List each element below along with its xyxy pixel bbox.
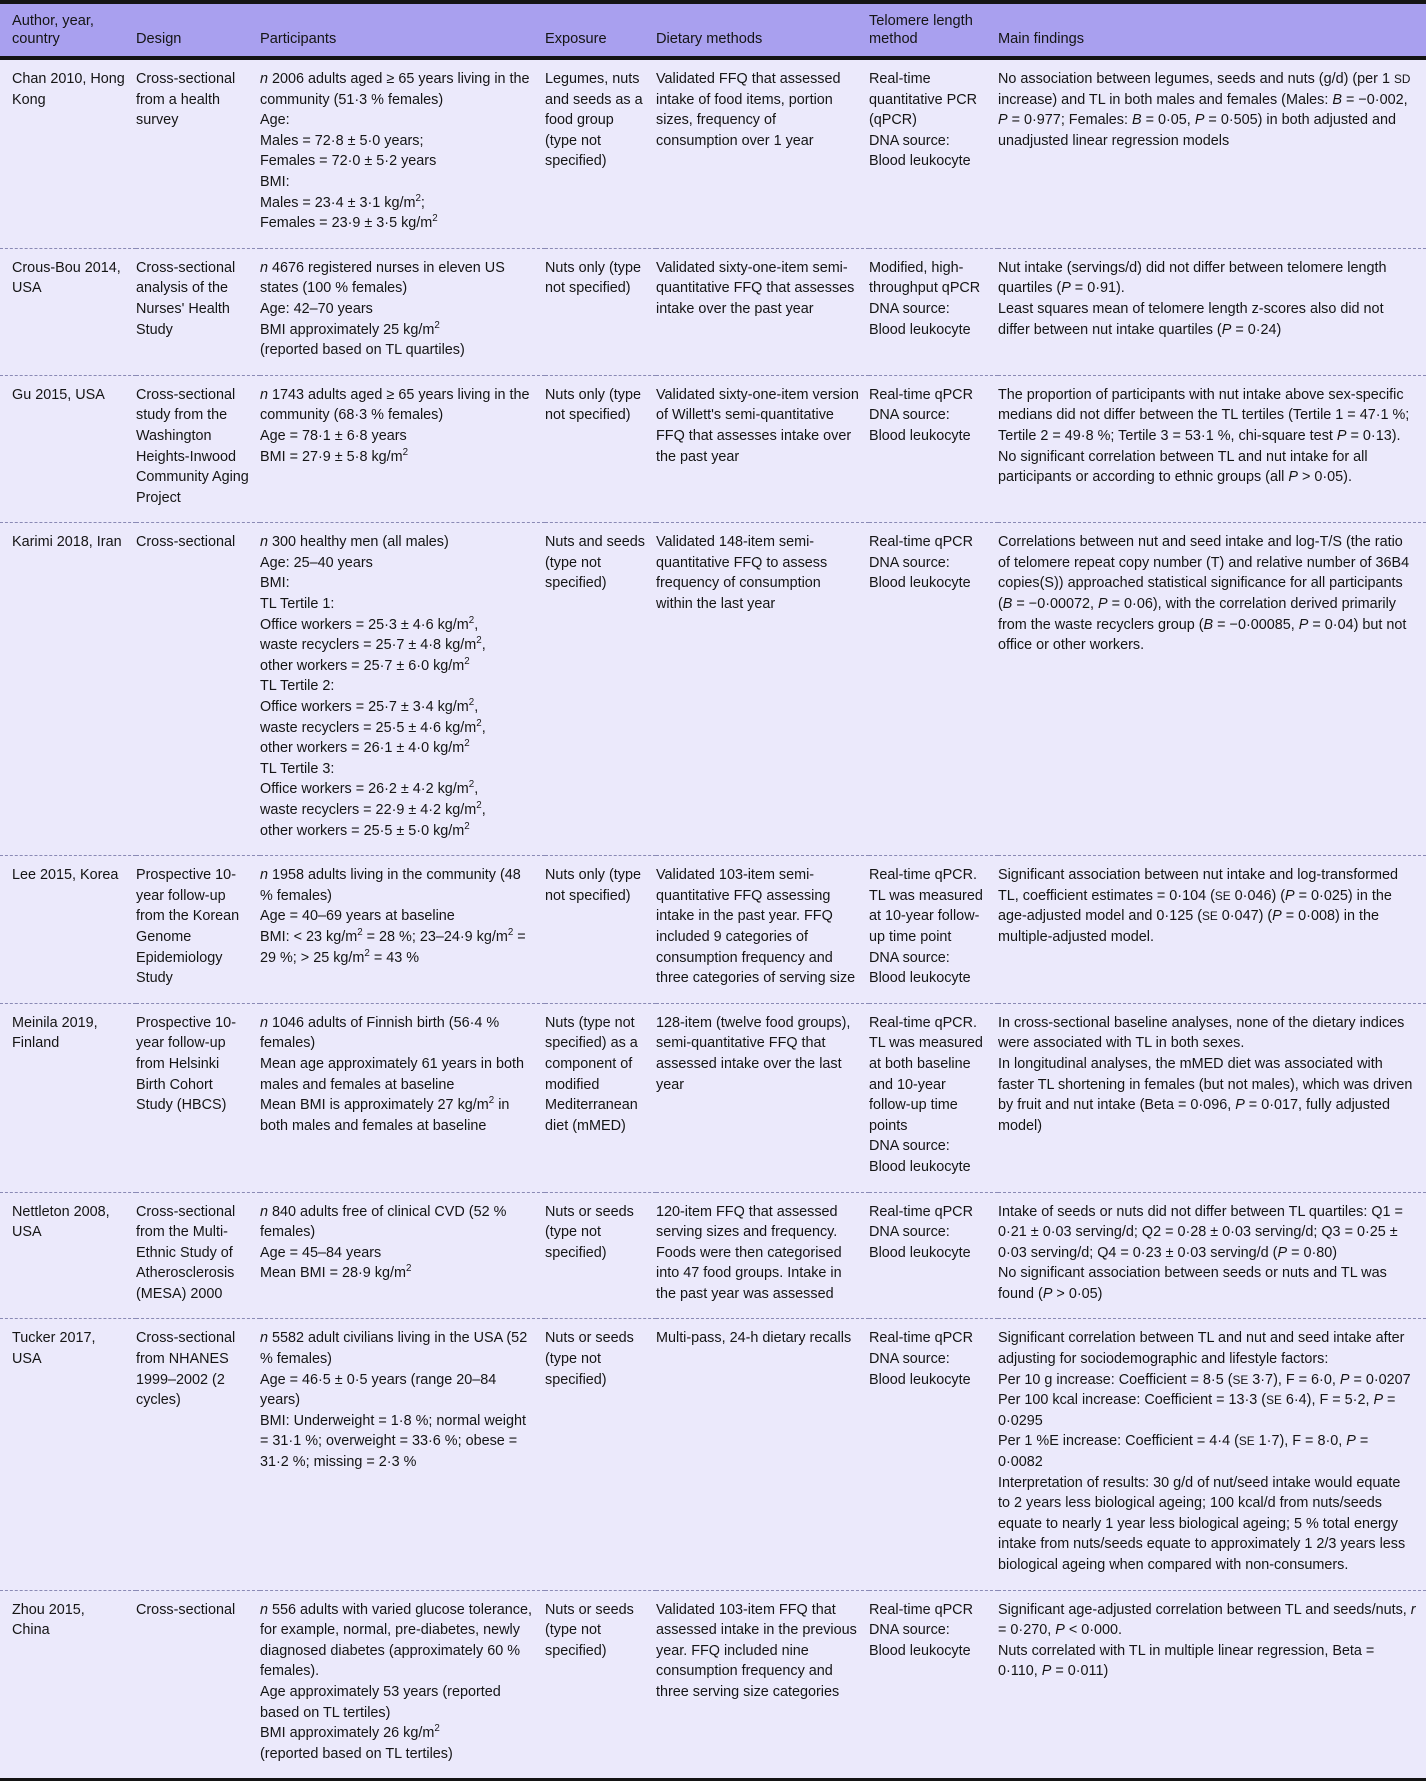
column-header-participants: Participants <box>260 2 545 58</box>
table-row <box>0 523 1426 856</box>
column-header-main-findings: Main findings <box>998 2 1426 58</box>
table-row <box>0 1003 1426 1192</box>
cell-design: Prospective 10-year follow-up from Helsinki Birth Cohort Study (HBCS) <box>136 1003 260 1192</box>
cell-design: Cross-sectional from NHANES 1999–2002 (2 cycles) <box>136 1319 260 1590</box>
cell-design: Cross-sectional from a health survey <box>136 58 260 248</box>
cell-telomere-length-method: Real-time quantitative PCR (qPCR) DNA source: Blood leukocyte <box>869 58 998 248</box>
column-header-author <box>0 2 136 58</box>
cell-main-findings: No association between legumes, seeds and nuts (g/d) (per 1 SD increase) and TL in both males and females (Males: B = −0·002, P = 0·977; Females: B = 0·05, P = 0·505) in both adjusted and unadjusted linear regression models <box>998 58 1426 248</box>
table-row <box>0 1192 1426 1319</box>
cell-main-findings: Nut intake (servings/d) did not differ between telomere length quartiles (P = 0·91). Least squares mean of telomere length z-scores also did not differ between nut intake quartiles (P = 0·24) <box>998 248 1426 375</box>
cell-author: Meinila 2019, Finland <box>0 1003 136 1192</box>
cell-telomere-length-method: Real-time qPCR DNA source: Blood leukocyte <box>869 1319 998 1590</box>
cell-participants: n 556 adults with varied glucose tolerance, for example, normal, pre-diabetes, newly diagnosed diabetes (approximately 60 % females). Age approximately 53 years (reported based on TL tertiles) BMI approximately 26 $kg/m^2$ (reported based on TL tertiles) <box>260 1590 545 1780</box>
cell-dietary-methods: Multi-pass, 24-h dietary recalls <box>656 1319 869 1590</box>
cell-main-findings: Significant age-adjusted correlation between TL and seeds/nuts, r = 0·270, P < 0·000. Nuts correlated with TL in multiple linear regression, Beta = 0·110, P = 0·011) <box>998 1590 1426 1780</box>
cell-design: Cross-sectional <box>136 1590 260 1780</box>
cell-design: Cross-sectional <box>136 523 260 856</box>
table-row <box>0 248 1426 375</box>
cell-exposure: Nuts (type not specified) as a component of modified Mediterranean diet (mMED) <box>545 1003 656 1192</box>
cell-participants: n 840 adults free of clinical CVD (52 % females) Age = 45–84 years Mean BMI = 28·9 $kg/m^2$ <box>260 1192 545 1319</box>
cell-participants: n 1743 adults aged ≥ 65 years living in the community (68·3 % females) Age = 78·1 ± 6·8 years BMI = 27·9 ± 5·8 $kg/m^2$ <box>260 375 545 523</box>
cell-main-findings: Significant correlation between TL and nut and seed intake after adjusting for sociodemographic and lifestyle factors: Per 10 g increase: Coefficient = 8·5 (SE 3·7), F = 6·0, P = 0·0207 Per 100 kcal increase: Coefficient = 13·3 (SE 6·4), F = 5·2, P = 0·0295 Per 1 %E increase: Coefficient = 4·4 (SE 1·7), F = 8·0, P = 0·0082 Interpretation of results: 30 g/d of nut/seed intake would equate to 2 years less biological ageing; 100 kcal/d from nuts/seeds equate to nearly 1 year less biological ageing; 5 % total energy intake from nuts/seeds equate to approximately 1 2/3 years less biological ageing when compared with non-consumers. <box>998 1319 1426 1590</box>
column-header-exposure: Exposure <box>545 2 656 58</box>
cell-exposure: Nuts and seeds (type not specified) <box>545 523 656 856</box>
column-header-design: Design <box>136 2 260 58</box>
cell-dietary-methods: 120-item FFQ that assessed serving sizes and frequency. Foods were then categorised into 47 food groups. Intake in the past year was assessed <box>656 1192 869 1319</box>
table-row <box>0 375 1426 523</box>
cell-author: Zhou 2015, China <box>0 1590 136 1780</box>
table-row <box>0 1319 1426 1590</box>
cell-exposure: Nuts or seeds (type not specified) <box>545 1590 656 1780</box>
cell-main-findings: The proportion of participants with nut intake above sex-specific medians did not differ between the TL tertiles (Tertile 1 = 47·1 %; Tertile 2 = 49·8 %; Tertile 3 = 53·1 %, chi-square test P = 0·13). No significant correlation between TL and nut intake for all participants or according to ethnic groups (all P > 0·05). <box>998 375 1426 523</box>
column-header-telomere-length-method <box>869 2 998 58</box>
cell-participants: n 2006 adults aged ≥ 65 years living in the community (51·3 % females) Age: Males = 72·8 ± 5·0 years; Females = 72·0 ± 5·2 years BMI: Males = 23·4 ± 3·1 $kg/m^2$; Females = 23·9 ± 3·5 $kg/m^2$ <box>260 58 545 248</box>
cell-dietary-methods: Validated 103-item FFQ that assessed intake in the previous year. FFQ included nine consumption frequency and three serving size categories <box>656 1590 869 1780</box>
cell-exposure: Nuts only (type not specified) <box>545 375 656 523</box>
cell-exposure: Legumes, nuts and seeds as a food group (type not specified) <box>545 58 656 248</box>
cell-telomere-length-method: Real-time qPCR DNA source: Blood leukocyte <box>869 375 998 523</box>
cell-dietary-methods: 128-item (twelve food groups), semi-quantitative FFQ that assessed intake over the last year <box>656 1003 869 1192</box>
cell-author: Karimi 2018, Iran <box>0 523 136 856</box>
table-header <box>0 2 1426 58</box>
cell-dietary-methods: Validated sixty-one-item semi-quantitative FFQ that assesses intake over the past year <box>656 248 869 375</box>
cell-exposure: Nuts or seeds (type not specified) <box>545 1319 656 1590</box>
cell-participants: n 5582 adult civilians living in the USA (52 % females) Age = 46·5 ± 0·5 years (range 20–84 years) BMI: Underweight = 1·8 %; normal weight = 31·1 %; overweight = 33·6 %; obese = 31·2 %; missing = 2·3 % <box>260 1319 545 1590</box>
cell-main-findings: In cross-sectional baseline analyses, none of the dietary indices were associated with TL in both sexes. In longitudinal analyses, the mMED diet was associated with faster TL shortening in females (but not males), which was driven by fruit and nut intake (Beta = 0·096, P = 0·017, fully adjusted model) <box>998 1003 1426 1192</box>
column-header-tlm-line2: method <box>869 30 918 47</box>
cell-telomere-length-method: Real-time qPCR DNA source: Blood leukocyte <box>869 523 998 856</box>
cell-telomere-length-method: Real-time qPCR DNA source: Blood leukocyte <box>869 1192 998 1319</box>
cell-participants: n 1046 adults of Finnish birth (56·4 % females) Mean age approximately 61 years in both males and females at baseline Mean BMI is approximately 27 $kg/m^2$ in both males and females at baseline <box>260 1003 545 1192</box>
cell-author: Lee 2015, Korea <box>0 856 136 1004</box>
cell-author: Chan 2010, Hong Kong <box>0 58 136 248</box>
table-row <box>0 856 1426 1004</box>
table-body <box>0 58 1426 1780</box>
cell-design: Cross-sectional study from the Washington Heights-Inwood Community Aging Project <box>136 375 260 523</box>
cell-main-findings: Correlations between nut and seed intake and log-T/S (the ratio of telomere repeat copy number (T) and relative number of 36B4 copies(S)) approached statistical significance for all participants (B = −0·00072, P = 0·06), with the correlation derived primarily from the waste recyclers group (B = −0·00085, P = 0·04) but not office or other workers. <box>998 523 1426 856</box>
cell-exposure: Nuts or seeds (type not specified) <box>545 1192 656 1319</box>
cell-dietary-methods: Validated sixty-one-item version of Willett's semi-quantitative FFQ that assesses intake over the past year <box>656 375 869 523</box>
cell-main-findings: Intake of seeds or nuts did not differ between TL quartiles: Q1 = 0·21 ± 0·03 serving/d; Q2 = 0·28 ± 0·03 serving/d; Q3 = 0·25 ± 0·03 serving/d; Q4 = 0·23 ± 0·03 serving/d (P = 0·80) No significant association between seeds or nuts and TL was found (P > 0·05) <box>998 1192 1426 1319</box>
cell-author: Crous-Bou 2014, USA <box>0 248 136 375</box>
cell-design: Cross-sectional analysis of the Nurses' Health Study <box>136 248 260 375</box>
cell-dietary-methods: Validated FFQ that assessed intake of food items, portion sizes, frequency of consumption over 1 year <box>656 58 869 248</box>
cell-telomere-length-method: Real-time qPCR. TL was measured at both baseline and 10-year follow-up time points DNA source: Blood leukocyte <box>869 1003 998 1192</box>
cell-participants: n 300 healthy men (all males) Age: 25–40 years BMI: TL Tertile 1: Office workers = 25·3 ± 4·6 $kg/m^2$, waste recyclers = 25·7 ± 4·8 $kg/m^2$, other workers = 25·7 ± 6·0 $kg/m^2$ TL Tertile 2: Office workers = 25·7 ± 3·4 $kg/m^2$, waste recyclers = 25·5 ± 4·6 $kg/m^2$, other workers = 26·1 ± 4·0 $kg/m^2$ TL Tertile 3: Office workers = 26·2 ± 4·2 $kg/m^2$, waste recyclers = 22·9 ± 4·2 $kg/m^2$, other workers = 25·5 ± 5·0 $kg/m^2$ <box>260 523 545 856</box>
cell-main-findings: Significant association between nut intake and log-transformed TL, coefficient estimates = 0·104 (SE 0·046) (P = 0·025) in the age-adjusted model and 0·125 (SE 0·047) (P = 0·008) in the multiple-adjusted model. <box>998 856 1426 1004</box>
cell-author: Gu 2015, USA <box>0 375 136 523</box>
cell-telomere-length-method: Real-time qPCR DNA source: Blood leukocyte <box>869 1590 998 1780</box>
column-header-author-line2: country <box>12 30 60 47</box>
cell-design: Prospective 10-year follow-up from the Korean Genome Epidemiology Study <box>136 856 260 1004</box>
table-row <box>0 1590 1426 1780</box>
column-header-author-line1: Author, year, <box>12 13 94 29</box>
cell-exposure: Nuts only (type not specified) <box>545 856 656 1004</box>
table-row <box>0 58 1426 248</box>
cell-design: Cross-sectional from the Multi-Ethnic Study of Atherosclerosis (MESA) 2000 <box>136 1192 260 1319</box>
cell-participants: n 4676 registered nurses in eleven US states (100 % females) Age: 42–70 years BMI approximately 25 $kg/m^2$ (reported based on TL quartiles) <box>260 248 545 375</box>
column-header-tlm-line1: Telomere length <box>869 13 973 29</box>
cell-author: Tucker 2017, USA <box>0 1319 136 1590</box>
cell-dietary-methods: Validated 148-item semi-quantitative FFQ to assess frequency of consumption within the last year <box>656 523 869 856</box>
column-header-dietary-methods: Dietary methods <box>656 2 869 58</box>
cell-dietary-methods: Validated 103-item semi-quantitative FFQ assessing intake in the past year. FFQ included 9 categories of consumption frequency and three categories of serving size <box>656 856 869 1004</box>
cell-participants: n 1958 adults living in the community (48 % females) Age = 40–69 years at baseline BMI: < 23 $kg/m^2 = 28$ %; 23–24·9 $kg/m^2 = 29$ %; > 25 $kg/m^2 = 43$ % <box>260 856 545 1004</box>
cell-author: Nettleton 2008, USA <box>0 1192 136 1319</box>
cell-telomere-length-method: Real-time qPCR. TL was measured at 10-year follow-up time point DNA source: Blood leukocyte <box>869 856 998 1004</box>
table-header-row <box>0 2 1426 58</box>
cell-exposure: Nuts only (type not specified) <box>545 248 656 375</box>
cell-telomere-length-method: Modified, high-throughput qPCR DNA source: Blood leukocyte <box>869 248 998 375</box>
